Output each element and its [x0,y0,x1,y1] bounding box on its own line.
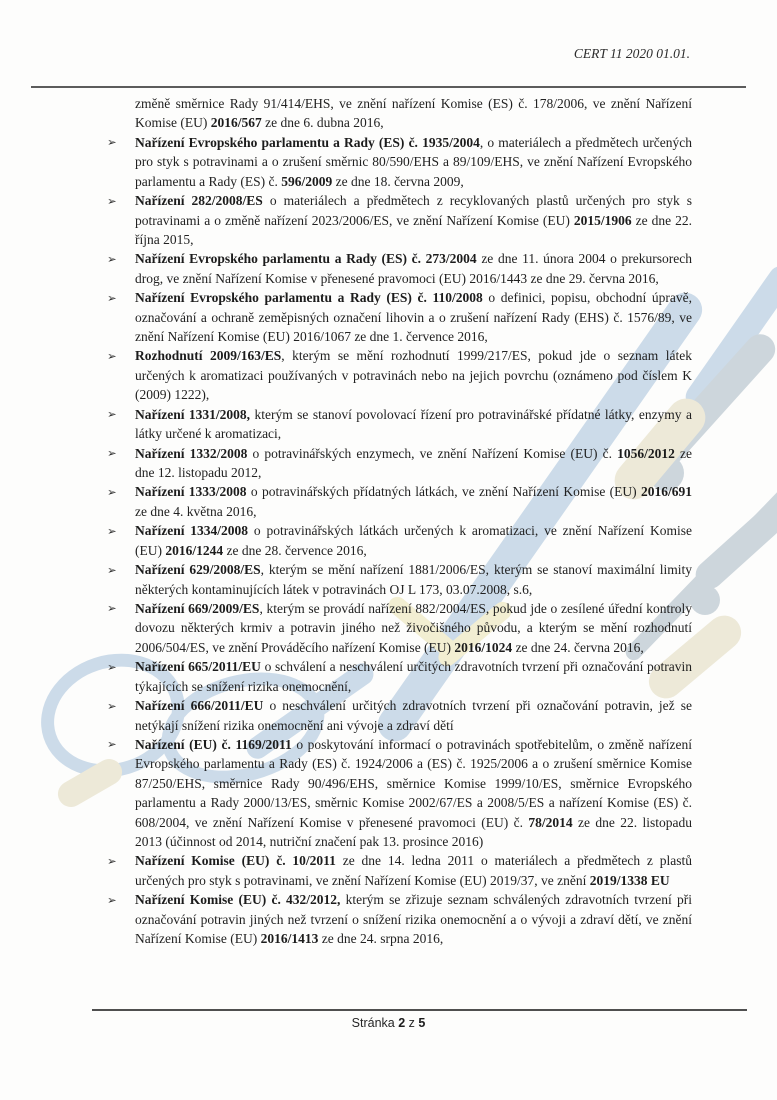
list-item [107,890,692,948]
regulation-text: o poskytování informací o potravinách spotřebitelům, o změně nařízení Evropského parlamentu a Rady (ES) č. 1924/2006 a (ES) č. 1925/2006 a o zrušení směrnice Komise 87/250/EHS, směrnice Rady 90/496/EHS, směrnice Komise 1999/10/ES, směrnice Evropského parlamentu a Rady 2000/13/ES, směrnic Komise 2002/67/ES a 2008/5/ES a nařízení Komise (ES) č. 608/2004, ve znění Nařízení Komise v přenesené pravomoci (EU) č. [135,736,692,830]
regulation-ref-bold: Nařízení Evropského parlamentu a Rady (ES) č. 273/2004 [135,251,477,267]
regulation-text: ze dne 11. února 2004 o prekursorech drog, ve znění Nařízení Komise v přenesené pravomoci (EU) 2016/1443 ze dne 29. června 2016, [135,251,692,286]
page-number-line [0,1016,777,1030]
list-item [107,696,692,735]
regulation-text: , kterým se mění nařízení 1881/2006/ES, kterým se stanoví maximální limity některých kontaminujících látek v potravinách OJ L 173, 03.07.2008, s.6, [135,562,692,597]
list-bullet-icon: ➢ [107,737,117,752]
regulation-text: , o materiálech a předmětech určených pro styk s potravinami a o zrušení směrnic 80/590/EHS a 89/109/EHS, ve znění Nařízení Evropského parlamentu a Rady (ES) č. [135,134,693,189]
list-item [107,346,692,404]
regulation-ref-bold: Nařízení 629/2008/ES [135,562,261,578]
regulation-text: o potravinářských látkách určených k aromatizaci, ve znění Nařízení Komise (EU) [135,523,692,558]
list-item [107,191,693,249]
regulation-ref-bold: 2016/567 [210,115,262,131]
list-item [107,521,692,560]
page-of-word: z [408,1016,415,1030]
regulation-ref-bold: Nařízení (EU) č. 1169/2011 [135,736,292,752]
regulation-ref-bold: Nařízení Evropského parlamentu a Rady (ES) č. 110/2008 [135,290,483,306]
list-bullet-icon: ➢ [107,562,117,577]
intro-continuation-paragraph [135,94,692,133]
regulation-ref-bold: Nařízení Komise (EU) č. 432/2012, [135,892,341,908]
page-word: Stránka [351,1016,395,1030]
regulation-text: , kterým se provádí nařízení 882/2004/ES, pokud jde o zesílené úřední kontroly dovozu některých krmiv a potravin jiného než živočišného původu, a kterým se mění rozhodnutí 2006/504/ES, ve znění Prováděcího nařízení Komise (EU) [135,600,693,655]
list-item [107,735,692,852]
regulation-ref-bold: Nařízení 665/2011/EU [135,659,261,675]
regulation-text: ze dne 24. srpna 2016, [318,931,444,947]
list-item [107,249,692,288]
list-bullet-icon: ➢ [107,290,117,305]
regulation-ref-bold: 2016/691 [640,484,692,500]
list-bullet-icon: ➢ [107,698,117,713]
regulation-text: ze dne 28. července 2016, [223,542,367,558]
regulation-text: ze dne 22. října 2015, [135,212,692,247]
regulation-ref-bold: 2019/1338 EU [589,872,670,888]
list-item [107,560,692,599]
regulation-ref-bold: 596/2009 [281,173,333,189]
list-bullet-icon: ➢ [107,407,117,422]
list-bullet-icon: ➢ [107,348,117,363]
list-item [107,444,692,483]
regulation-list [107,94,693,949]
footer-rule [92,1009,747,1011]
list-bullet-icon: ➢ [107,523,117,538]
regulation-ref-bold: 2015/1906 [573,212,632,228]
list-bullet-icon: ➢ [107,853,117,868]
regulation-ref-bold: 78/2014 [528,814,573,830]
regulation-ref-bold: 2016/1244 [165,542,224,558]
list-bullet-icon: ➢ [107,193,117,208]
list-bullet-icon: ➢ [107,892,117,907]
regulation-text: ze dne 22. listopadu 2013 (účinnost od 2014, nutriční značení pak 13. prosince 2016) [135,814,692,850]
regulation-ref-bold: Nařízení 669/2009/ES [135,600,260,616]
regulation-ref-bold: Nařízení 282/2008/ES [135,193,263,209]
regulation-ref-bold: Nařízení 1334/2008 [135,523,249,539]
list-item [107,599,693,657]
regulation-text: o materiálech a předmětech z recyklovaných plastů určených pro styk s potravinami a o změně nařízení 2023/2006/ES, ve znění Nařízení Komise (EU) [135,193,693,228]
regulation-text: kterým se stanoví povolovací řízení pro potravinářské přídatné látky, enzymy a látky určené k aromatizaci, [135,406,692,442]
regulation-text: kterým se zřizuje seznam schválených zdravotních tvrzení při označování potravin jiných než tvrzení o snížení rizika onemocnění a o vývoji a zdraví dětí, ve znění Nařízení Komise (EU) [135,892,692,947]
regulation-ref-bold: 2016/1024 [454,639,513,655]
regulation-text: ze dne 18. června 2009, [332,173,464,189]
regulation-ref-bold: Nařízení Komise (EU) č. 10/2011 [135,853,336,869]
regulation-text: o schválení a neschválení určitých zdravotních tvrzení při označování potravin týkajících se snížení rizika onemocnění, [135,659,692,694]
list-bullet-icon: ➢ [107,135,117,150]
regulation-text: ze dne 14. ledna 2011 o materiálech a předmětech z plastů určených pro styk s potravinami, ve znění Nařízení Komise (EU) 2019/37, ve znění [135,853,692,888]
regulation-ref-bold: Nařízení 1333/2008 [135,484,247,500]
regulation-ref-bold: Rozhodnutí 2009/163/ES [135,348,282,364]
regulation-text: ze dne 12. listopadu 2012, [135,445,692,481]
regulation-text: , kterým se mění rozhodnutí 1999/217/ES, pokud jde o seznam látek určených k aromatizaci používaných v potravinách nebo na jejich povrchu (oznámeno pod číslem K (2009) 1222), [135,348,692,403]
regulation-text: o potravinářských přídatných látkách, ve znění Nařízení Komise (EU) [246,484,641,500]
list-item [107,288,692,346]
list-bullet-icon: ➢ [107,601,117,616]
regulation-text: ze dne 6. dubna 2016, [261,115,384,131]
list-item [107,482,692,521]
list-bullet-icon: ➢ [107,484,117,499]
regulation-ref-bold: 1056/2012 [617,445,675,461]
regulation-ref-bold: 2016/1413 [260,931,319,947]
document-code: CERT 11 2020 01.01. [573,46,690,61]
regulation-text: ze dne 24. června 2016, [512,639,644,655]
regulation-ref-bold: Nařízení 1331/2008, [135,406,251,422]
regulation-text: ze dne 4. května 2016, [135,503,257,519]
page-total: 5 [418,1016,426,1030]
regulation-ref-bold: Nařízení Evropského parlamentu a Rady (ES) č. 1935/2004 [135,134,480,150]
header-rule [31,86,746,88]
list-item [107,405,692,444]
regulation-ref-bold: Nařízení 666/2011/EU [135,698,264,714]
regulation-text: o potravinářských enzymech, ve znění Nařízení Komise (EU) č. [247,445,618,461]
regulation-text: o definici, popisu, obchodní úpravě, označování a ochraně zeměpisných označení lihovin a o zrušení nařízení Rady (EHS) č. 1576/89, ve znění Nařízení Komise (EU) 2016/1067 ze dne 1. července 2016, [135,290,692,345]
list-item [107,851,692,890]
list-item [107,133,693,191]
regulation-ref-bold: Nařízení 1332/2008 [135,445,248,461]
regulation-text: změně směrnice Rady 91/414/EHS, ve znění nařízení Komise (ES) č. 178/2006, ve znění Nařízení Komise (EU) [135,96,692,131]
list-item [107,657,692,696]
page-current: 2 [398,1016,406,1030]
list-bullet-icon: ➢ [107,251,117,266]
list-bullet-icon: ➢ [107,446,117,461]
list-bullet-icon: ➢ [107,659,117,674]
regulation-text: o neschválení určitých zdravotních tvrzení při označování potravin, jež se netýkají snížení rizika onemocnění ani vývoje a zdraví dětí [135,698,692,733]
